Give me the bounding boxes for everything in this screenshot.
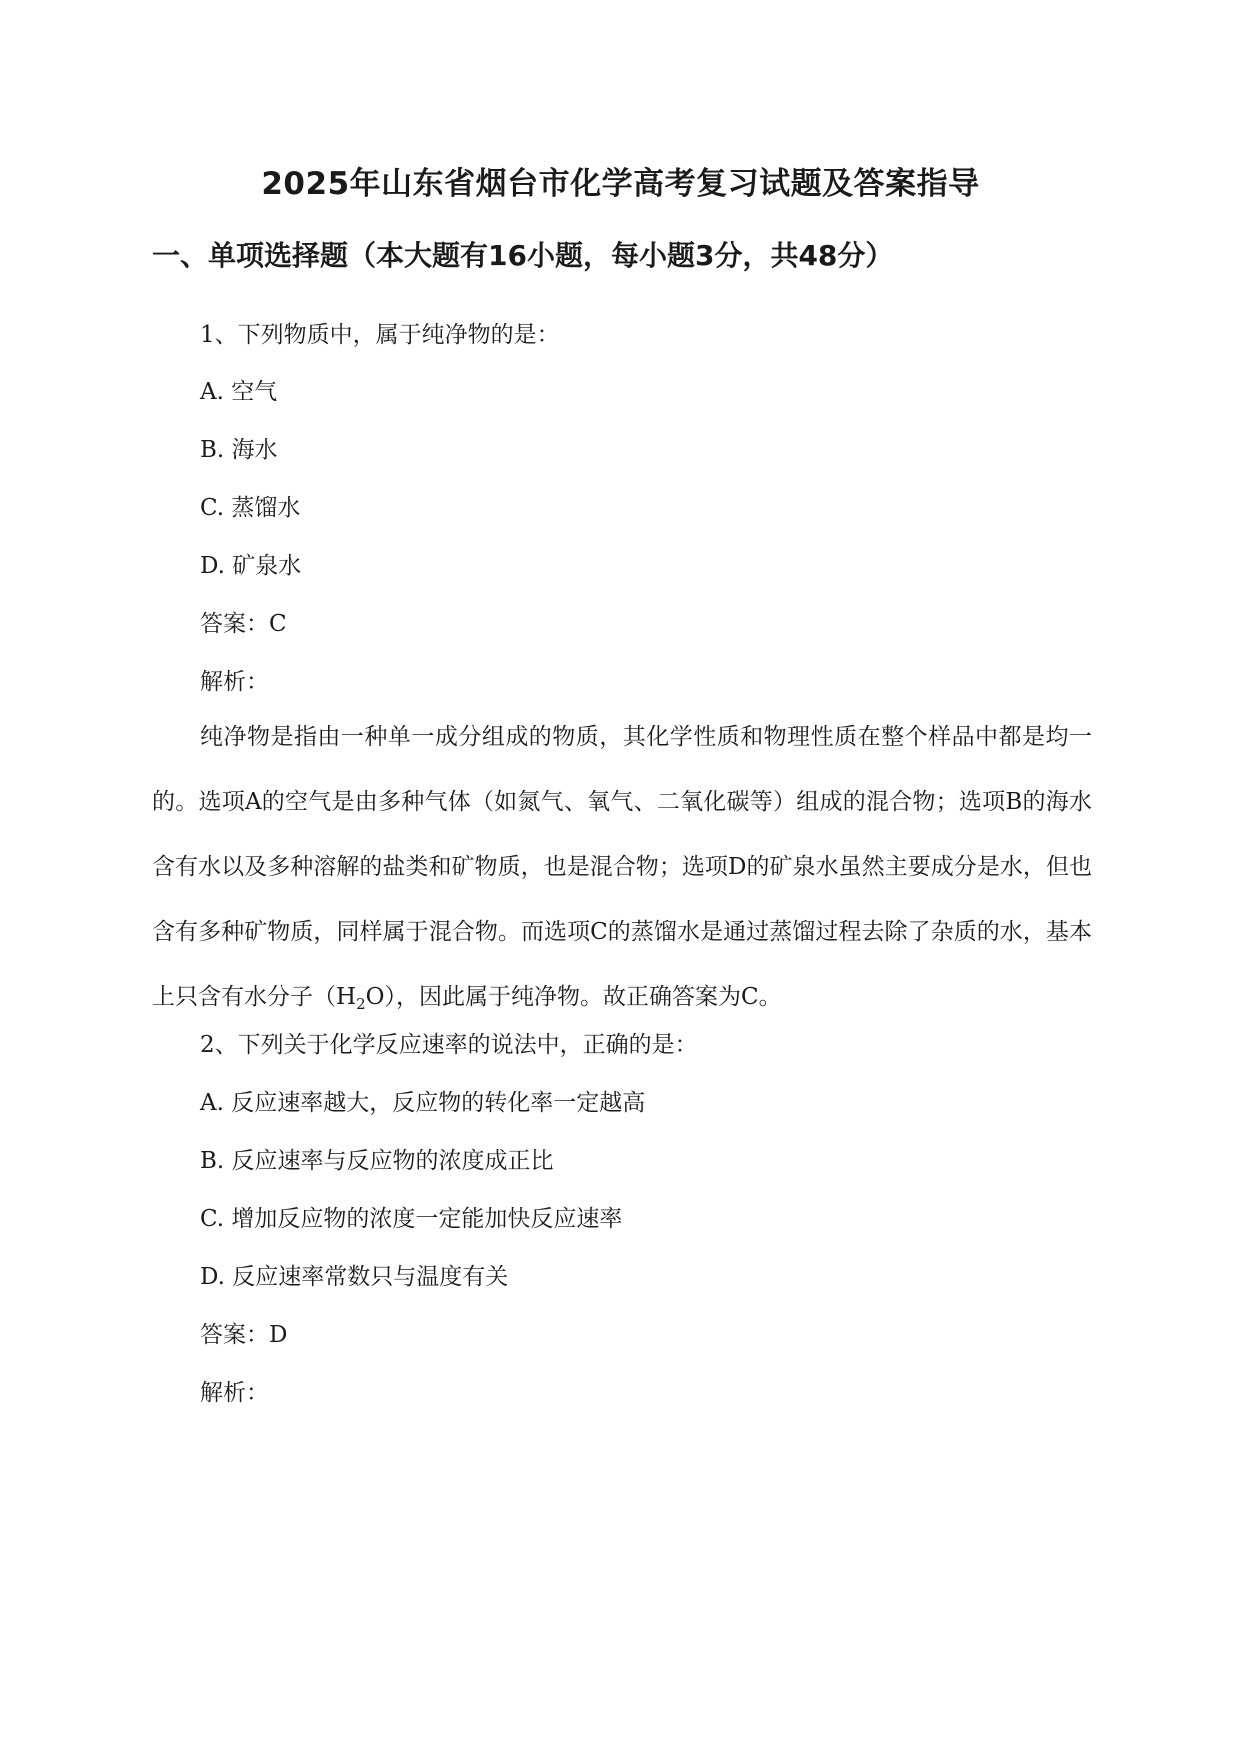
question-2-option-a: A. 反应速率越大，反应物的转化率一定越高 [200, 1090, 646, 1116]
question-1-stem: 1、下列物质中，属于纯净物的是： [200, 322, 560, 348]
question-2-option-b: B. 反应速率与反应物的浓度成正比 [200, 1148, 554, 1174]
analysis-text-part-2: O），因此属于纯净物。故正确答案为C。 [365, 984, 782, 1010]
question-1-option-c: C. 蒸馏水 [200, 495, 301, 521]
document-title: 2025年山东省烟台市化学高考复习试题及答案指导 [261, 166, 980, 202]
question-1-analysis-text [152, 705, 1092, 1037]
question-1-analysis-label: 解析： [200, 669, 269, 695]
question-1-answer: 答案：C [200, 611, 287, 637]
h2o-subscript: 2 [356, 995, 366, 1013]
question-1-option-b: B. 海水 [200, 437, 278, 463]
question-2-analysis-label: 解析： [200, 1380, 269, 1406]
analysis-text-part-1: 纯净物是指由一种单一成分组成的物质，其化学性质和物理性质在整个样品中都是均一的。选项A的空气是由多种气体（如氮气、氧气、二氧化碳等）组成的混合物；选项B的海水含有水以及多种溶解的盐类和矿物质，也是混合物；选项D的矿泉水虽然主要成分是水，但也含有多种矿物质，同样属于混合物。而选项C的蒸馏水是通过蒸馏过程去除了杂质的水，基本上只含有水分子（H [152, 724, 1092, 1010]
question-2-stem: 2、下列关于化学反应速率的说法中，正确的是： [200, 1032, 698, 1058]
question-2-answer: 答案：D [200, 1322, 288, 1348]
section-heading: 一、单项选择题（本大题有16小题，每小题3分，共48分） [152, 239, 894, 272]
question-2-option-d: D. 反应速率常数只与温度有关 [200, 1264, 509, 1290]
question-1-option-d: D. 矿泉水 [200, 553, 302, 579]
question-2-option-c: C. 增加反应物的浓度一定能加快反应速率 [200, 1206, 623, 1232]
question-1-option-a: A. 空气 [200, 379, 278, 405]
